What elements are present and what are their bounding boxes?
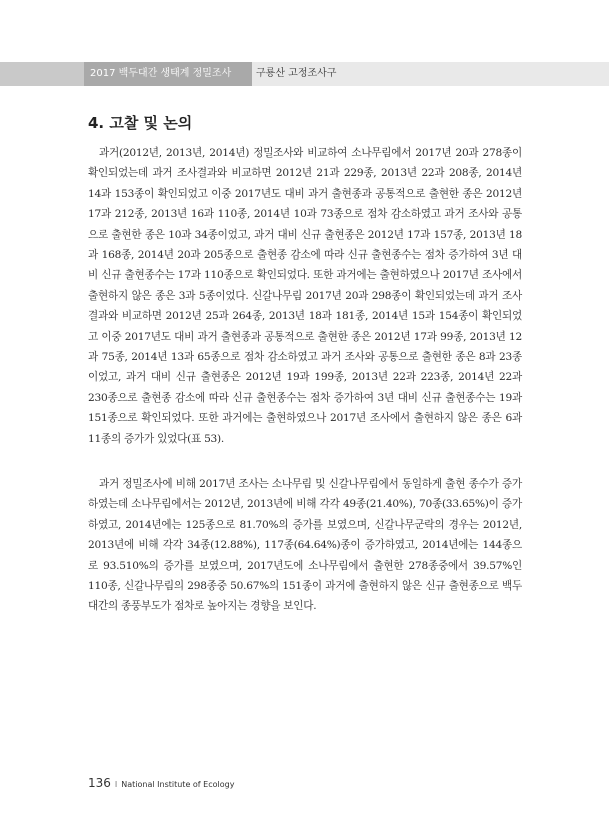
header-survey-area: 구룡산 고정조사구 (252, 62, 609, 86)
footer-separator: I (114, 780, 118, 789)
body-paragraph-1: 과거(2012년, 2013년, 2014년) 정밀조사와 비교하여 소나무림에서 2017년 20과 278종이 확인되었는데 과거 조사결과와 비교하면 2012년 21과 229종, 2013년 22과 208종, 2014년 14과 153종이 확인되었고 이중 2017년도 대비 과거 출현종과 공통적으로 출현한 종은 2012년 17과 212종, 2013년 16과 110종, 2014년 10과 73종으로 점차 감소하였고 과거 조사와 공통으로 출현한 종은 10과 34종이었고, 과거 대비 신규 출현종은 2012년 17과 157종, 2013년 18과 168종, 2014년 20과 205종으로 출현종 감소에 따라 신규 출현종수는 점차 증가하여 3년 대비 신규 출현종수는 17과 110종으로 확인되었다. 또한 과거에는 출현하였으나 2017년 조사에서 출현하지 않은 종은 3과 5종이었다. 신갈나무림 2017년 20과 298종이 확인되었는데 과거 조사결과와 비교하면 2012년 25과 264종, 2013년 18과 181종, 2014년 15과 154종이 확인되었고 이중 2017년도 대비 과거 출현종과 공통적으로 출현한 종은 2012년 17과 99종, 2013년 12과 75종, 2014년 13과 65종으로 점차 감소하였고 과거 조사와 공통으로 출현한 종은 8과 23종이었고, 과거 대비 신규 출현종은 2012년 19과 199종, 2013년 22과 223종, 2014년 22과 230종으로 출현종 감소에 따라 신규 출현종수는 점차 증가하여 3년 대비 신규 출현종수는 19과 151종으로 확인되었다. 또한 과거에는 출현하였으나 2017년 조사에서 출현하지 않은 종은 6과 11종의 증가가 있었다(표 53). (88, 147, 523, 445)
page-footer (88, 772, 234, 791)
header-band-left (0, 62, 84, 86)
running-header (0, 62, 609, 86)
body-paragraph-2: 과거 정밀조사에 비해 2017년 조사는 소나무림 및 신갈나무림에서 동일하게 출현 종수가 증가하였는데 소나무림에서는 2012년, 2013년에 비해 각각 49종(21.40%), 70종(33.65%)이 증가하였고, 2014년에는 125종으로 81.70%의 증가를 보였으며, 신갈나무군락의 경우는 2012년, 2013년에 비해 각각 34종(12.88%), 117종(64.64%)종이 증가하였고, 2014년에는 144종으로 93.510%의 증가를 보였으며, 2017년도에 소나무림에서 출현한 278종중에서 39.57%인 110종, 신갈나무림의 298종중 50.67%의 151종이 과거에 출현하지 않은 신규 출현종으로 백두대간의 종풍부도가 점차로 높아지는 경향을 보인다. (88, 478, 522, 613)
header-report-title: 2017 백두대간 생태계 정밀조사 (84, 62, 252, 86)
section-heading: 4. 고찰 및 논의 (88, 114, 193, 132)
footer-institute: National Institute of Ecology (121, 780, 235, 789)
page-number: 136 (88, 776, 111, 790)
